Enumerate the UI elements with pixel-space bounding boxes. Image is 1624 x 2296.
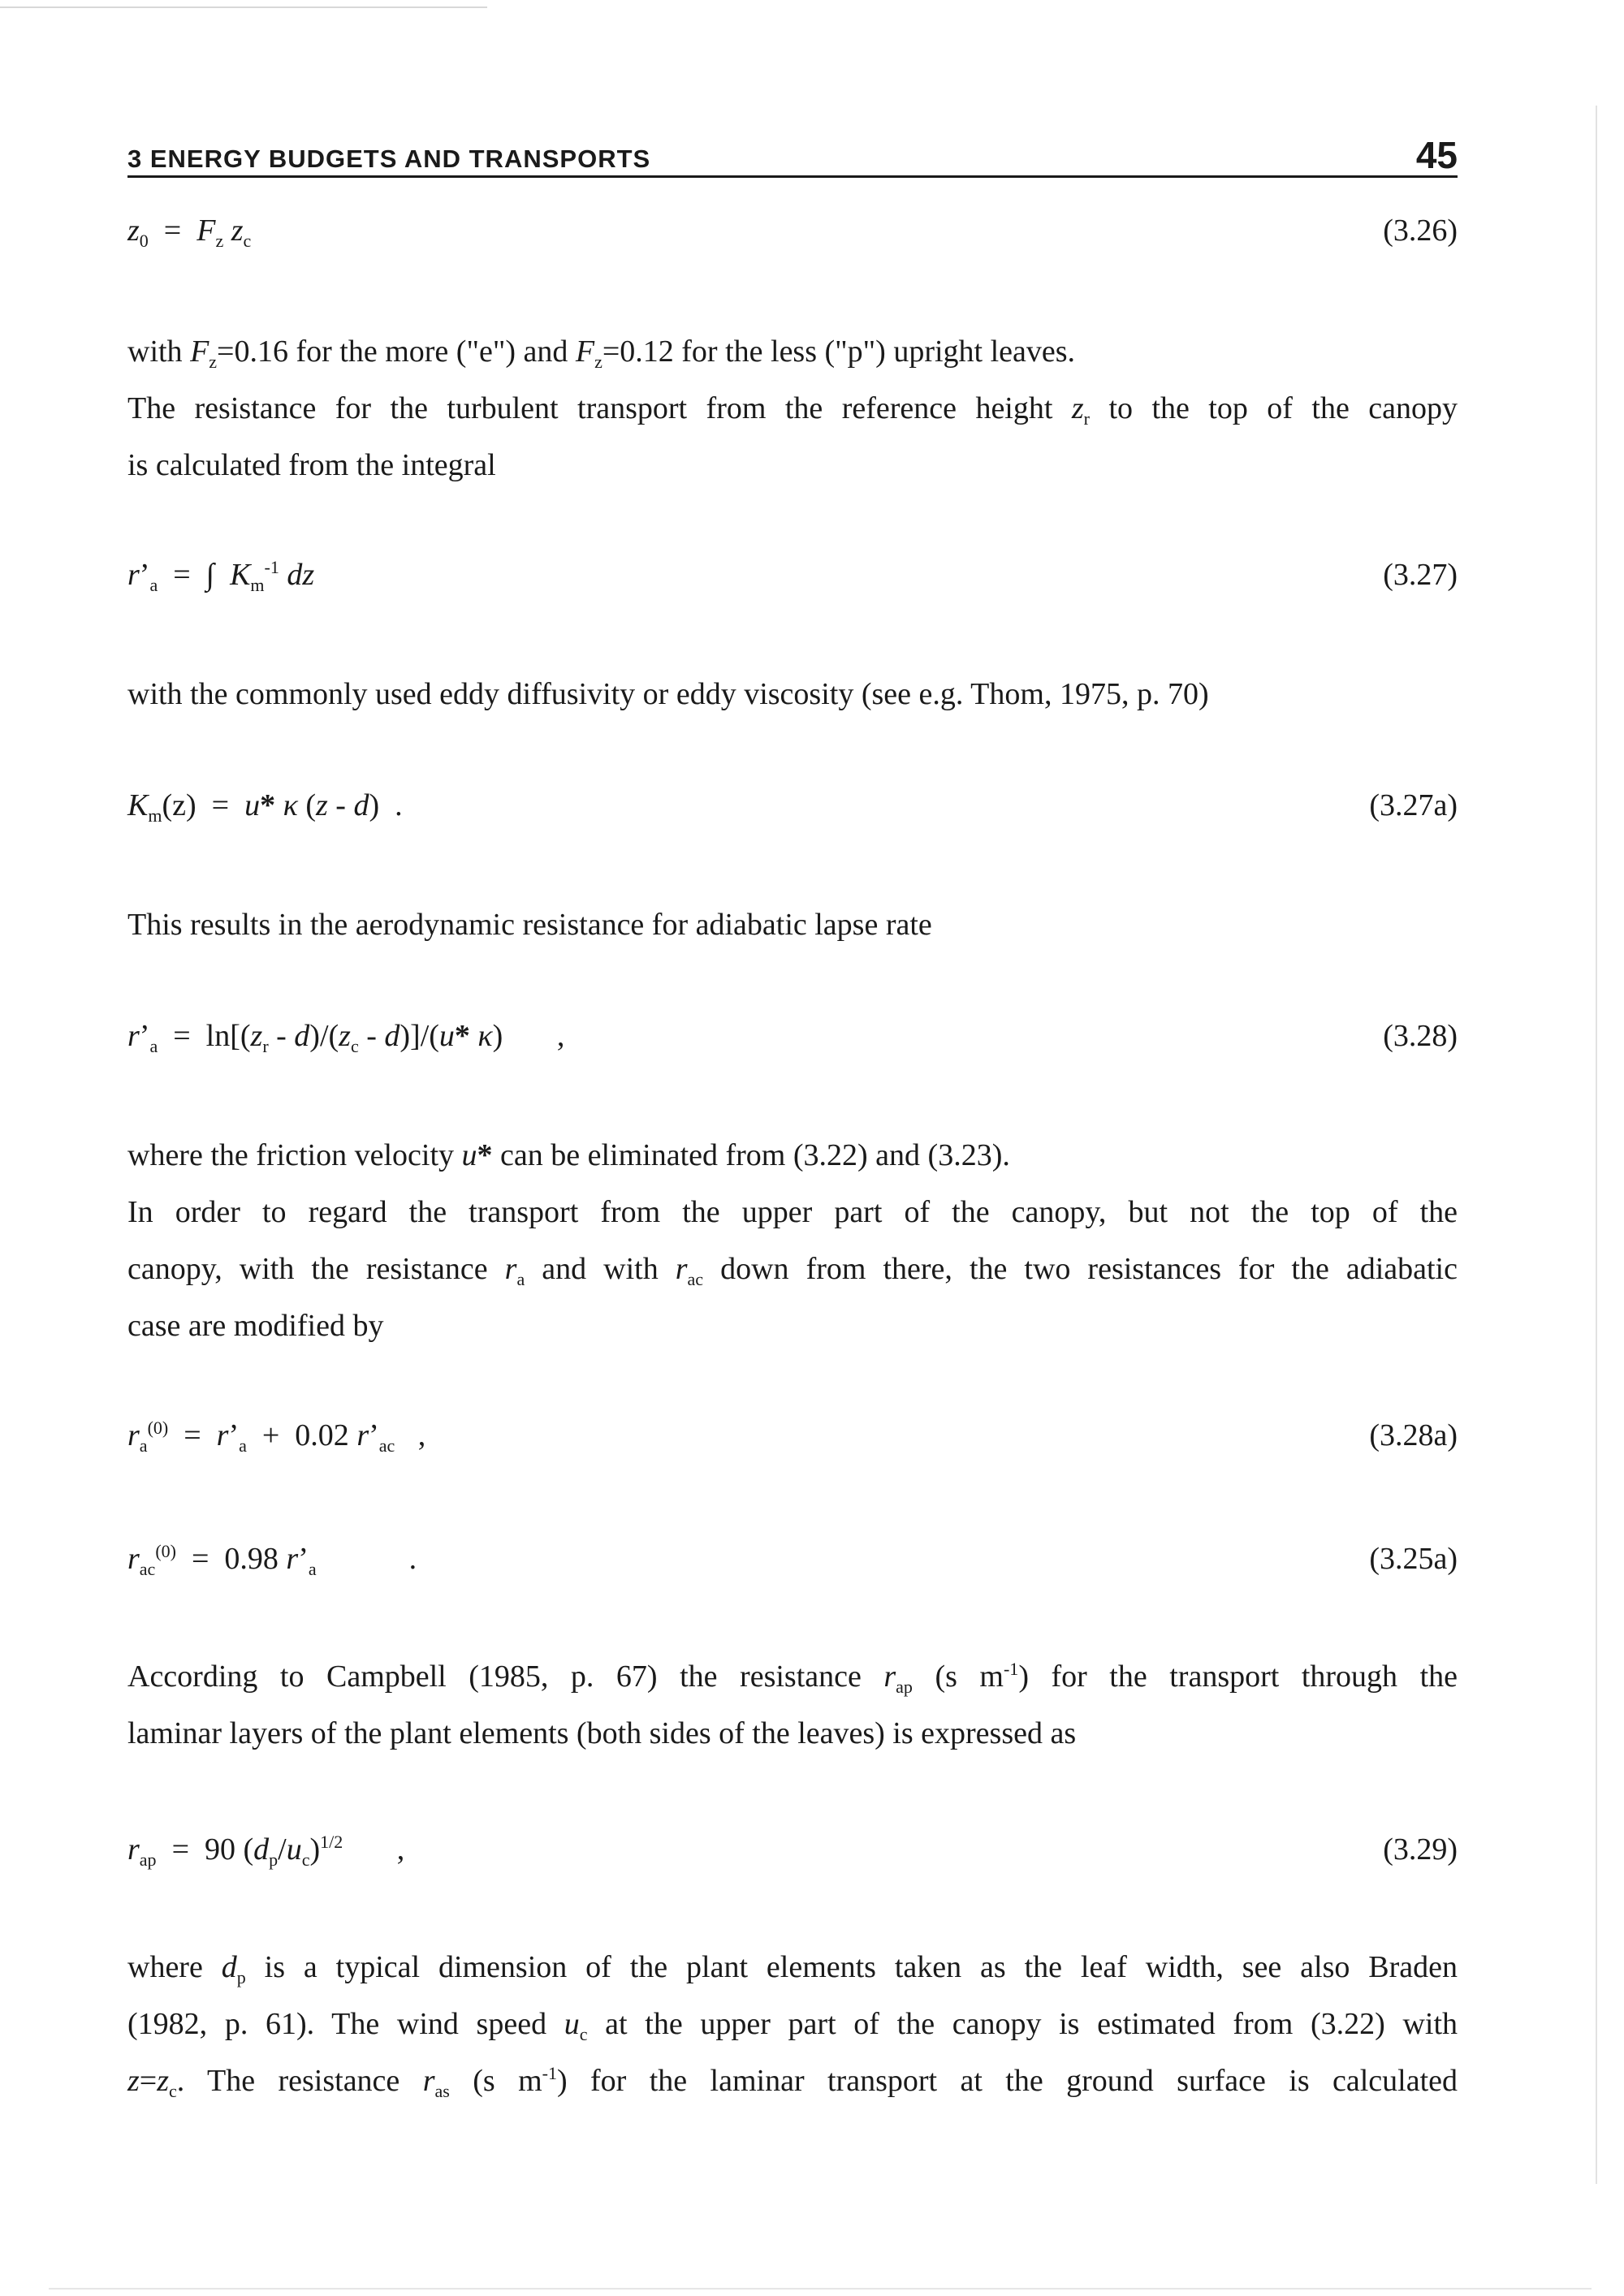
paragraph-3 [127,896,1458,953]
equation-body: $r’_a$ = ∫ $K_m^{-1}$ dz [127,557,315,595]
equation-label: (3.26) [1383,214,1458,248]
equation-label: (3.28) [1383,1019,1458,1053]
equation-label: (3.28a) [1369,1418,1458,1452]
equation-label: (3.29) [1383,1832,1458,1867]
paragraph-1 [127,323,1458,494]
equation-3-27 [127,557,1458,598]
equation-label: (3.27a) [1369,788,1458,822]
paragraph-2 [127,666,1458,723]
paragraph-4 [127,1127,1458,1354]
text-line: case are modified by [127,1309,384,1343]
scan-artifact-right [1596,106,1597,2184]
equation-label: (3.25a) [1369,1542,1458,1576]
equation-3-27a [127,788,1458,828]
equation-label: (3.27) [1383,558,1458,592]
text-line: canopy, with the resistance $r_a$ and with $r_{ac}$ down from there, the two resistances for the adiabatic [127,1252,1458,1289]
text-line: $z=z_c$. The resistance $r_{as}$ (s $m^{-1}$) for the laminar transport at the ground surface is calculated [127,2063,1458,2101]
text-line: with the commonly used eddy diffusivity or eddy viscosity (see e.g. Thom, 1975, p. 70) [127,677,1209,711]
equation-body: $r_a^{(0)}$ = $r’_a + 0.02$ $r’_{ac}$ , [127,1418,426,1456]
equation-3-28 [127,1018,1458,1059]
text-line: The resistance for the turbulent transport from the reference height $z_r$ to the top of the canopy [127,391,1458,429]
text-line: In order to regard the transport from the upper part of the canopy, but not the top of the [127,1195,1458,1229]
text-line: where $d_p$ is a typical dimension of the plant elements taken as the leaf width, see also Braden [127,1950,1458,1987]
chapter-title: 3 ENERGY BUDGETS AND TRANSPORTS [127,145,651,173]
equation-3-25a [127,1541,1458,1582]
text-line: is calculated from the integral [127,448,496,482]
paragraph-6 [127,1939,1458,2109]
text-line: This results in the aerodynamic resistance for adiabatic lapse rate [127,908,932,942]
equation-3-28a [127,1418,1458,1458]
text-line: where the friction velocity u* can be eliminated from (3.22) and (3.23). [127,1138,1010,1172]
scan-artifact-bottom [49,2288,1592,2290]
text-line: (1982, p. 61). The wind speed $u_c$ at the upper part of the canopy is estimated from (3.22) with [127,2007,1458,2044]
running-header [127,130,1458,178]
text-line: with $F_z=0.16$ for the more ("e") and $F_z=0.12$ for the less ("p") upright leaves. [127,334,1076,372]
equation-body: $r_{ap} = 90$ $(d_p/u_c)^{1/2}$ , [127,1832,405,1870]
text-line: According to Campbell (1985, p. 67) the resistance $r_{ap}$ (s $m^{-1}$) for the transport through the [127,1659,1458,1697]
equation-body: $K_m(z) = u*$ κ (z - d) . [127,788,403,826]
text-line: laminar layers of the plant elements (both sides of the leaves) is expressed as [127,1716,1077,1750]
paragraph-5 [127,1648,1458,1762]
scan-artifact-top [0,6,487,8]
equation-body: $z_0 = F_z$ $z_c$ [127,214,252,251]
equation-3-26 [127,213,1458,253]
equation-3-29 [127,1832,1458,1872]
equation-body: $r’_a = \ln[(z_r - d)/(z_c - d)]/(u*$ κ) , [127,1019,565,1056]
page-number: 45 [1415,134,1458,176]
equation-body: $r_{ac}^{(0)} = 0.98$ $r’_a$ . [127,1541,417,1579]
